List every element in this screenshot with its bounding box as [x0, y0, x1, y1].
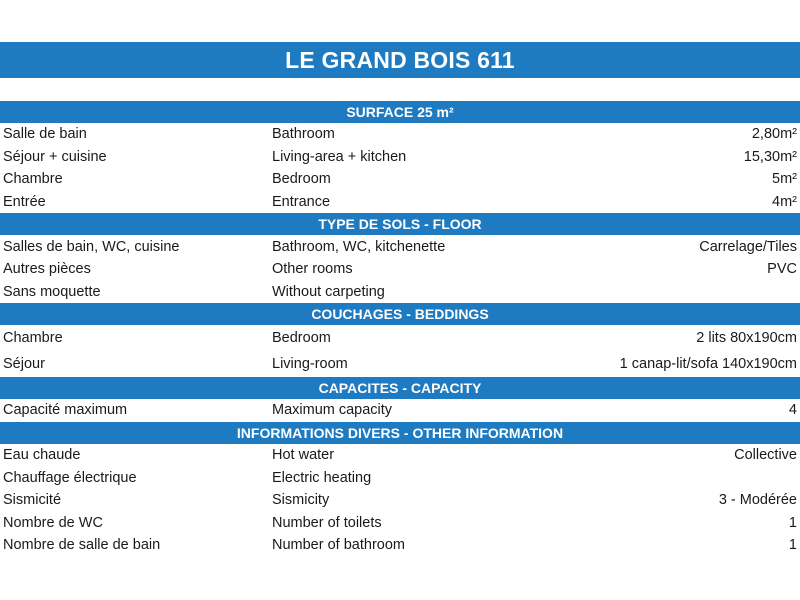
row-label-en: Bedroom	[272, 330, 331, 347]
table-row	[0, 351, 800, 377]
row-value: 2 lits 80x190cm	[696, 330, 797, 347]
row-label-fr: Entrée	[3, 194, 46, 211]
section-header-capacity: CAPACITES - CAPACITY	[0, 377, 800, 399]
table-row	[0, 146, 800, 169]
row-label-en: Maximum capacity	[272, 402, 393, 419]
table-row	[0, 399, 800, 422]
row-label-fr: Séjour + cuisine	[3, 148, 107, 165]
row-label-fr: Eau chaude	[3, 447, 81, 464]
row-value: 15,30m²	[743, 148, 797, 165]
table-row	[0, 444, 800, 467]
section-header-info: INFORMATIONS DIVERS - OTHER INFORMATION	[0, 422, 800, 444]
row-label-en: Living-room	[272, 356, 348, 373]
table-row	[0, 281, 800, 304]
row-label-fr: Chambre	[3, 171, 63, 188]
table-row	[0, 325, 800, 351]
row-label-fr: Sans moquette	[3, 283, 101, 300]
row-value: 4	[788, 402, 797, 419]
table-row	[0, 123, 800, 146]
table-row	[0, 466, 800, 489]
row-label-fr: Séjour	[3, 356, 45, 373]
row-label-en: Number of toilets	[272, 514, 382, 531]
row-label-fr: Capacité maximum	[3, 402, 128, 419]
row-label-en: Bedroom	[272, 171, 331, 188]
row-label-fr: Chambre	[3, 330, 63, 347]
table-row	[0, 258, 800, 281]
row-value: 5m²	[772, 171, 797, 188]
section-header-surface: SURFACE 25 m²	[0, 101, 800, 123]
row-label-en: Bathroom, WC, kitchenette	[272, 238, 446, 255]
row-label-en: Bathroom	[272, 126, 335, 143]
row-label-en: Sismicity	[272, 492, 330, 509]
row-value: 2,80m²	[751, 126, 797, 143]
row-label-en: Living-area + kitchen	[272, 148, 407, 165]
row-value: 4m²	[772, 194, 797, 211]
row-label-en: Entrance	[272, 194, 331, 211]
table-row	[0, 534, 800, 557]
table-row	[0, 191, 800, 214]
row-value: Carrelage/Tiles	[699, 238, 797, 255]
row-value: PVC	[767, 261, 797, 278]
row-label-fr: Sismicité	[3, 492, 62, 509]
row-value: 3 - Modérée	[718, 492, 797, 509]
section-header-beddings: COUCHAGES - BEDDINGS	[0, 303, 800, 325]
row-label-fr: Nombre de salle de bain	[3, 537, 161, 554]
row-label-en: Other rooms	[272, 261, 353, 278]
row-label-fr: Chauffage électrique	[3, 469, 137, 486]
row-label-fr: Autres pièces	[3, 261, 91, 278]
row-label-en: Electric heating	[272, 469, 372, 486]
row-value: 1	[788, 514, 797, 531]
property-sheet	[0, 101, 800, 557]
table-row	[0, 512, 800, 535]
row-value: 1	[788, 537, 797, 554]
row-label-fr: Nombre de WC	[3, 514, 103, 531]
row-label-en: Without carpeting	[272, 283, 385, 300]
table-row	[0, 235, 800, 258]
row-label-en: Number of bathroom	[272, 537, 405, 554]
table-row	[0, 168, 800, 191]
row-label-fr: Salles de bain, WC, cuisine	[3, 238, 180, 255]
row-value: 1 canap-lit/sofa 140x190cm	[619, 356, 797, 373]
section-header-floor: TYPE DE SOLS - FLOOR	[0, 213, 800, 235]
row-label-en: Hot water	[272, 447, 335, 464]
row-value: Collective	[734, 447, 797, 464]
page-title: LE GRAND BOIS 611	[0, 42, 800, 78]
table-row	[0, 489, 800, 512]
row-label-fr: Salle de bain	[3, 126, 87, 143]
